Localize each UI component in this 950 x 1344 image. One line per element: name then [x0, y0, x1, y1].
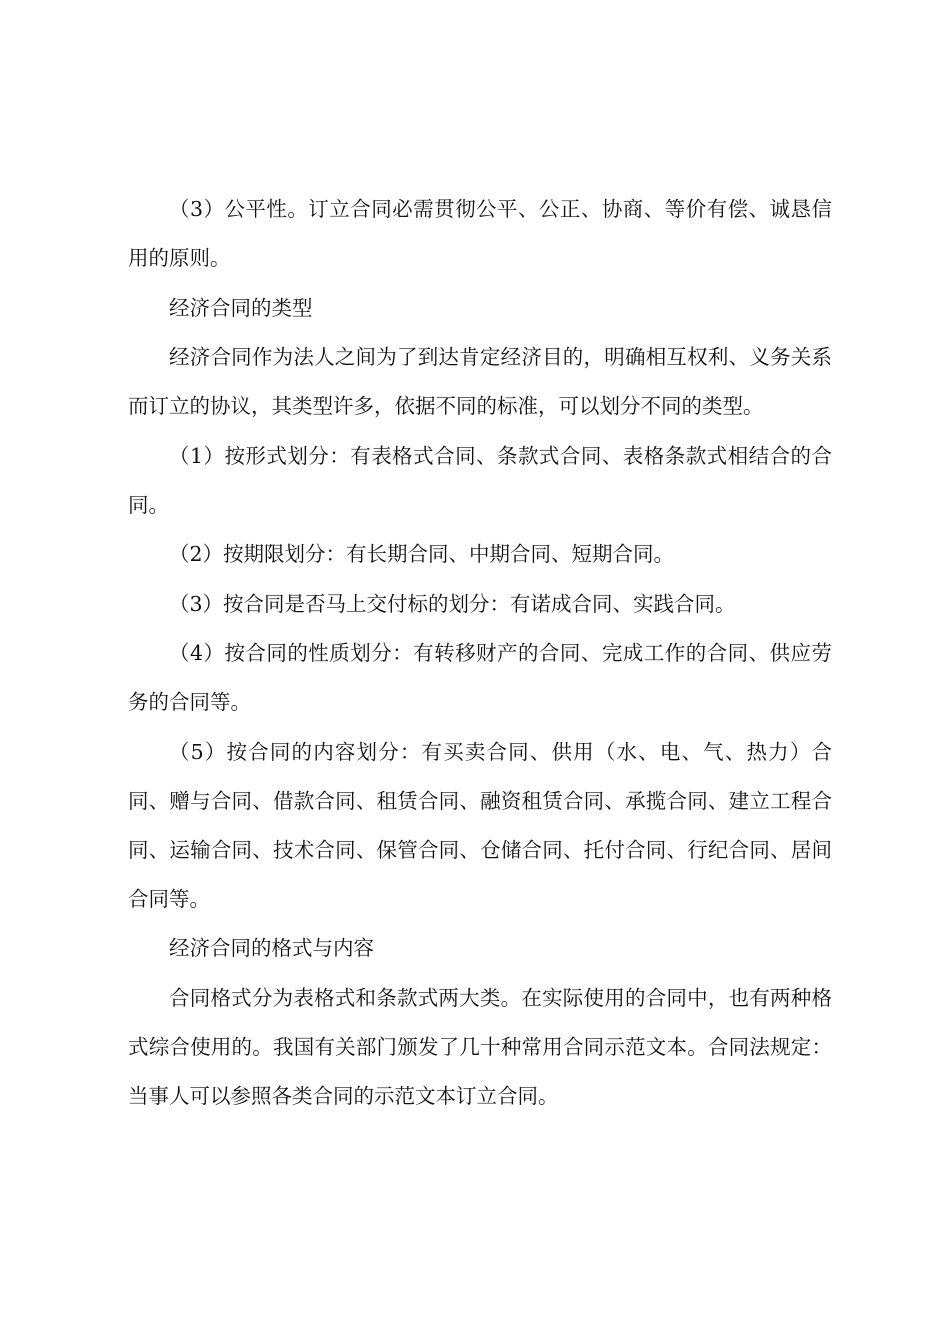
- document-body: [128, 185, 832, 1121]
- paragraph-by-content: （5）按合同的内容划分：有买卖合同、供用（水、电、气、热力）合同、赠与合同、借款合同、租赁合同、融资租赁合同、承揽合同、建立工程合同、运输合同、技术合同、保管合同、仓储合同、托付合同、行纪合同、居间合同等。: [128, 739, 832, 911]
- paragraph-fairness: （3）公平性。订立合同必需贯彻公平、公正、协商、等价有偿、诚恳信用的原则。: [128, 197, 832, 270]
- section-heading-format-content: 经济合同的格式与内容: [169, 936, 374, 960]
- paragraph-format-description: 合同格式分为表格式和条款式两大类。在实际使用的合同中，也有两种格式综合使用的。我国有关部门颁发了几十种常用合同示范文本。合同法规定：当事人可以参照各类合同的示范文本订立合同。: [128, 985, 832, 1108]
- paragraph-by-term: （2）按期限划分：有长期合同、中期合同、短期合同。: [169, 542, 675, 566]
- paragraph-contract-types-intro: 经济合同作为法人之间为了到达肯定经济目的，明确相互权利、义务关系而订立的协议，其类型许多，依据不同的标准，可以划分不同的类型。: [128, 345, 832, 418]
- paragraph-by-form: （1）按形式划分：有表格式合同、条款式合同、表格条款式相结合的合同。: [128, 443, 832, 517]
- paragraph-by-nature: （4）按合同的性质划分：有转移财产的合同、完成工作的合同、供应劳务的合同等。: [128, 641, 832, 714]
- paragraph-by-delivery: （3）按合同是否马上交付标的划分：有诺成合同、实践合同。: [169, 591, 736, 616]
- section-heading-contract-types: 经济合同的类型: [169, 295, 313, 320]
